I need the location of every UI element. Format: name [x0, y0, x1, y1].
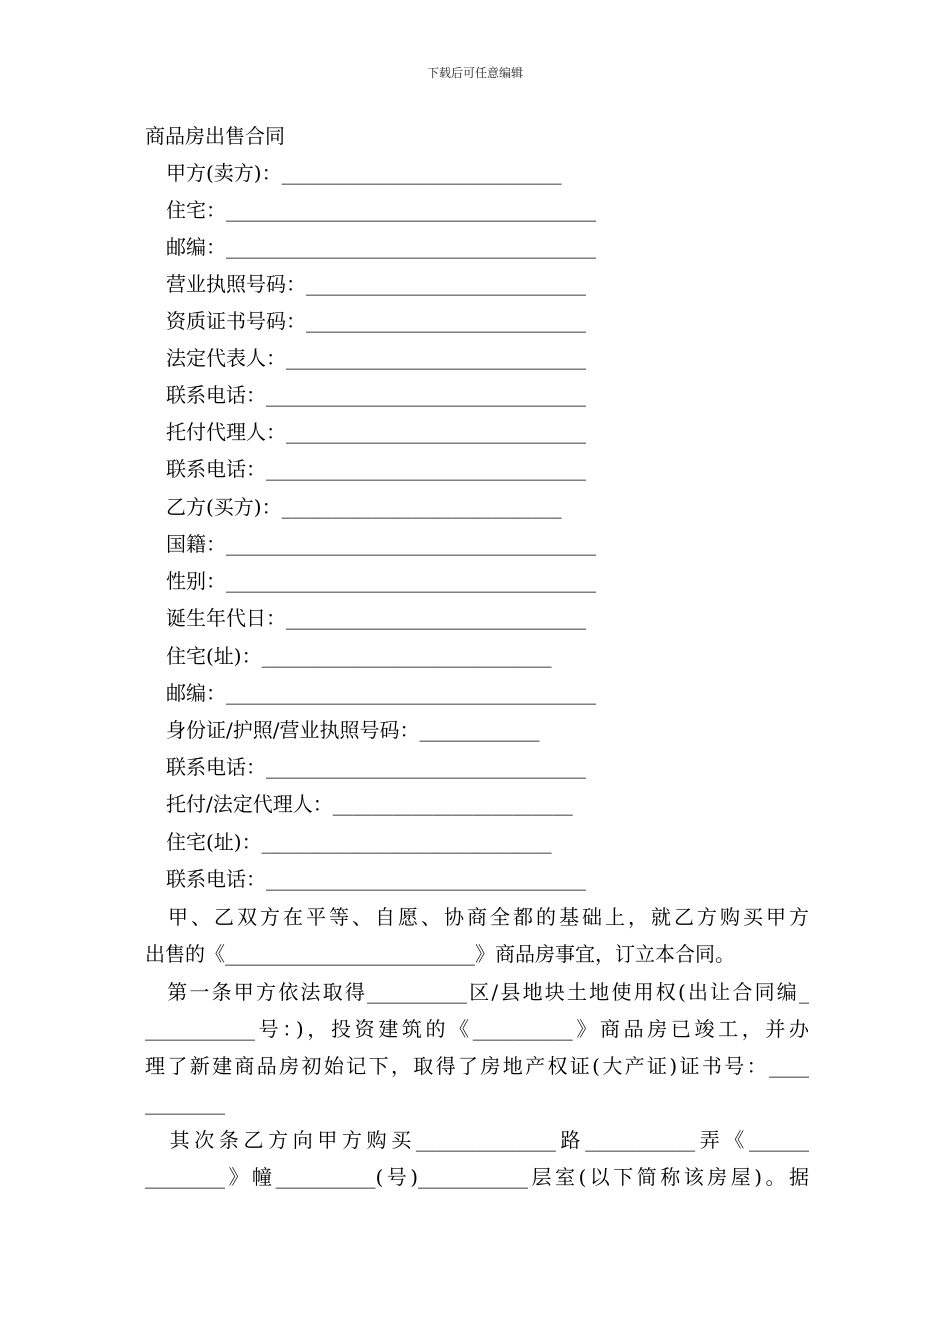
field-phone: 联系电话：________________________________ [166, 383, 586, 407]
paragraph-line: ___________号：)，投资建筑的《__________》商品房已竣工，并办 [145, 1017, 809, 1041]
paragraph-article-1 [145, 978, 809, 1117]
field-agent-phone: 联系电话：________________________________ [166, 867, 586, 891]
field-qualification-cert: 资质证书号码：____________________________ [166, 309, 586, 333]
paragraph-line: 出售的《_________________________》商品房事宜，订立本合同。 [145, 942, 735, 966]
field-party-b: 乙方(买方)：____________________________ [166, 495, 562, 519]
paragraph-line: 其次条乙方向甲方购买______________路___________弄《______ [145, 1128, 809, 1152]
field-phone: 联系电话：________________________________ [166, 457, 586, 481]
field-nationality: 国籍：_____________________________________ [166, 532, 596, 556]
field-id-number: 身份证/护照/营业执照号码：____________ [166, 718, 540, 742]
paragraph-line: ________ [145, 1091, 225, 1115]
paragraph-line: 理了新建商品房初始记下，取得了房地产权证(大产证)证书号：____ [145, 1054, 809, 1078]
field-agent: 托付代理人：______________________________ [166, 420, 586, 444]
field-agent-address: 住宅(址)：_____________________________ [166, 830, 552, 854]
paragraph-line: 第一条甲方依法取得__________区/县地块土地使用权(出让合同编_ [145, 980, 809, 1004]
document-title: 商品房出售合同 [145, 124, 285, 148]
page-header: 下载后可任意编辑 [426, 66, 523, 80]
field-gender: 性别：_____________________________________ [166, 569, 596, 593]
field-party-a: 甲方(卖方)：____________________________ [166, 161, 562, 185]
field-address-b: 住宅(址)：_____________________________ [166, 644, 552, 668]
field-legal-representative: 法定代表人：______________________________ [166, 346, 586, 370]
field-legal-agent: 托付/法定代理人：________________________ [166, 792, 573, 816]
field-phone-b: 联系电话：________________________________ [166, 755, 586, 779]
paragraph-line: 甲、乙双方在平等、自愿、协商全都的基础上，就乙方购买甲方 [145, 905, 809, 929]
paragraph-preamble [145, 903, 809, 968]
field-postcode: 邮编：_____________________________________ [166, 235, 596, 259]
field-postcode-b: 邮编：_____________________________________ [166, 681, 596, 705]
paragraph-article-2 [145, 1126, 809, 1191]
paragraph-line: ________》幢__________(号)___________层室(以下简称该房屋)。据 [145, 1165, 809, 1189]
field-address: 住宅：_____________________________________ [166, 198, 596, 222]
field-birth-date: 诞生年代日：______________________________ [166, 606, 586, 630]
field-business-license: 营业执照号码：____________________________ [166, 272, 586, 296]
